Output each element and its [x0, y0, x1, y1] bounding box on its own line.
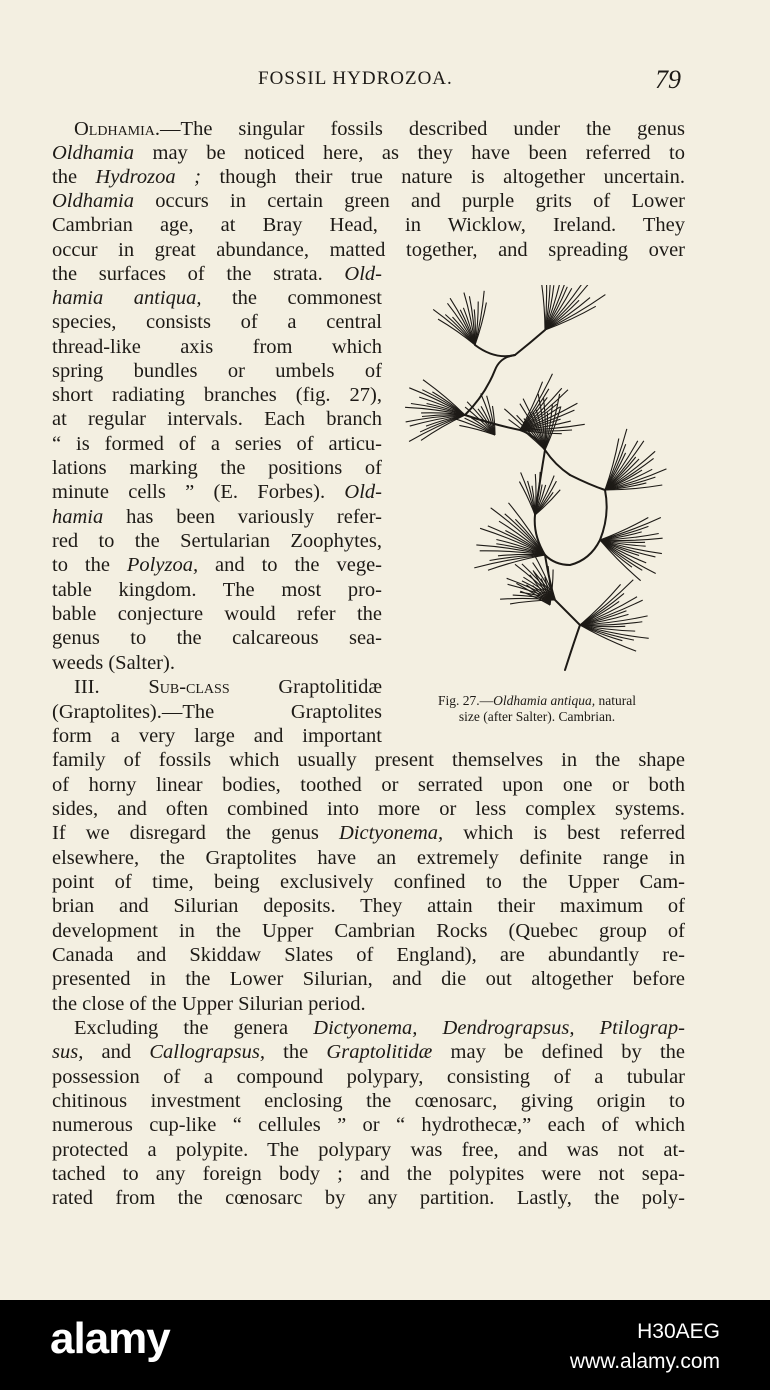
fossil-branch [420, 415, 465, 432]
text-line: numerous cup-like “ cellules ” or “ hydrothecæ,” each of which [52, 1114, 685, 1136]
fossil-branch [545, 285, 587, 330]
text-line: genus to the calcareous sea- [52, 627, 382, 649]
text-line: the close of the Upper Silurian period. [52, 993, 366, 1015]
text-line: possession of a compound polypary, consisting of a tubular [52, 1066, 685, 1088]
fossil-branch [605, 457, 636, 490]
text-line: of horny linear bodies, toothed or serrated upon one or both [52, 774, 685, 796]
fossil-branch [600, 540, 646, 563]
text-line: protected a polypite. The polypary was free, and was not at- [52, 1139, 685, 1161]
fossil-branch-fan [519, 472, 560, 515]
fossil-branch [580, 625, 622, 641]
text-line: sus, and Callograpsus, the Graptolitidæ may be defined by the [52, 1041, 685, 1063]
running-header: FOSSIL HYDROZOA. [258, 68, 453, 89]
text-line: elsewhere, the Graptolites have an extremely definite range in [52, 847, 685, 869]
fossil-branch-fan [540, 285, 605, 330]
text-line: rated from the cœnosarc by any partition. Lastly, the poly- [52, 1187, 685, 1209]
fossil-branch-fan [600, 517, 663, 580]
fossil-axis [545, 555, 580, 670]
text-line: species, consists of a central [52, 311, 382, 333]
text-line: If we disregard the genus Dictyonema, which is best referred [52, 822, 685, 844]
alamy-logo: alamy [50, 1314, 170, 1363]
watermark-url: www.alamy.com [569, 1350, 720, 1373]
text-line: table kingdom. The most pro- [52, 579, 382, 601]
section-heading: III. Sub-class Graptolitidæ [74, 676, 382, 698]
text-line: hamia antiqua, the commonest [52, 287, 382, 309]
fossil-branch-fan [405, 380, 465, 442]
text-line: Canada and Skiddaw Slates of England), are abundantly re- [52, 944, 685, 966]
fossil-axis [475, 330, 545, 356]
fossil-branch-fan [580, 580, 649, 651]
text-line: brian and Silurian deposits. They attain their maximum of [52, 895, 685, 917]
page-number: 79 [655, 65, 681, 94]
text-line: presented in the Lower Silurian, and die out altogether before [52, 968, 685, 990]
image-id: H30AEG [637, 1320, 720, 1343]
fossil-branch [475, 302, 486, 345]
text-line: form a very large and important [52, 725, 382, 747]
fossil-axis [545, 540, 600, 565]
fossil-branch-fan [433, 291, 486, 345]
text-line: “ is formed of a series of articu- [52, 433, 382, 455]
oldhamia-illustration [395, 285, 680, 680]
text-line: occur in great abundance, matted together, and spreading over [52, 239, 685, 261]
text-line: at regular intervals. Each branch [52, 408, 382, 430]
text-line: point of time, being exclusively confined to the Upper Cam- [52, 871, 685, 893]
fossil-branch [545, 405, 552, 450]
text-line: Oldhamia occurs in certain green and purple grits of Lower [52, 190, 685, 212]
text-line: hamia has been variously refer- [52, 506, 382, 528]
text-line: development in the Upper Cambrian Rocks (Quebec group of [52, 920, 685, 942]
text-line: chitinous investment enclosing the cœnosarc, giving origin to [52, 1090, 685, 1112]
fossil-branch-fan [605, 429, 666, 490]
text-line: Oldhamia.—The singular fossils described under the genus [74, 118, 685, 140]
text-line: the surfaces of the strata. Old- [52, 263, 382, 285]
text-line: the Hydrozoa ; though their true nature is altogether uncertain. [52, 166, 685, 188]
text-line: lations marking the positions of [52, 457, 382, 479]
text-line: red to the Sertularian Zoophytes, [52, 530, 382, 552]
text-line: Cambrian age, at Bray Head, in Wicklow, Ireland. They [52, 214, 685, 236]
watermark-banner [0, 1300, 770, 1390]
text-line: bable conjecture would refer the [52, 603, 382, 625]
text-line: minute cells ” (E. Forbes). Old- [52, 481, 382, 503]
fossil-branch [540, 285, 545, 330]
text-line: thread-like axis from which [52, 336, 382, 358]
fossil-branch [600, 540, 642, 570]
text-line: family of fossils which usually present themselves in the shape [52, 749, 685, 771]
figure-caption: Fig. 27.—Oldhamia antiqua, natural size (after Salter). Cambrian. [437, 693, 636, 724]
text-line: Oldhamia may be noticed here, as they have been referred to [52, 142, 685, 164]
text-line: short radiating branches (fig. 27), [52, 384, 382, 406]
text-line: weeds (Salter). [52, 652, 175, 674]
text-line: to the Polyzoa, and to the vege- [52, 554, 382, 576]
text-line: sides, and often combined into more or less complex systems. [52, 798, 685, 820]
text-line: (Graptolites).—The Graptolites [52, 701, 382, 723]
text-line: Excluding the genera Dictyonema, Dendrograpsus, Ptilograp- [74, 1017, 685, 1039]
text-line: spring bundles or umbels of [52, 360, 382, 382]
text-line: tached to any foreign body ; and the polypites were not sepa- [52, 1163, 685, 1185]
fossil-axis [570, 475, 607, 540]
